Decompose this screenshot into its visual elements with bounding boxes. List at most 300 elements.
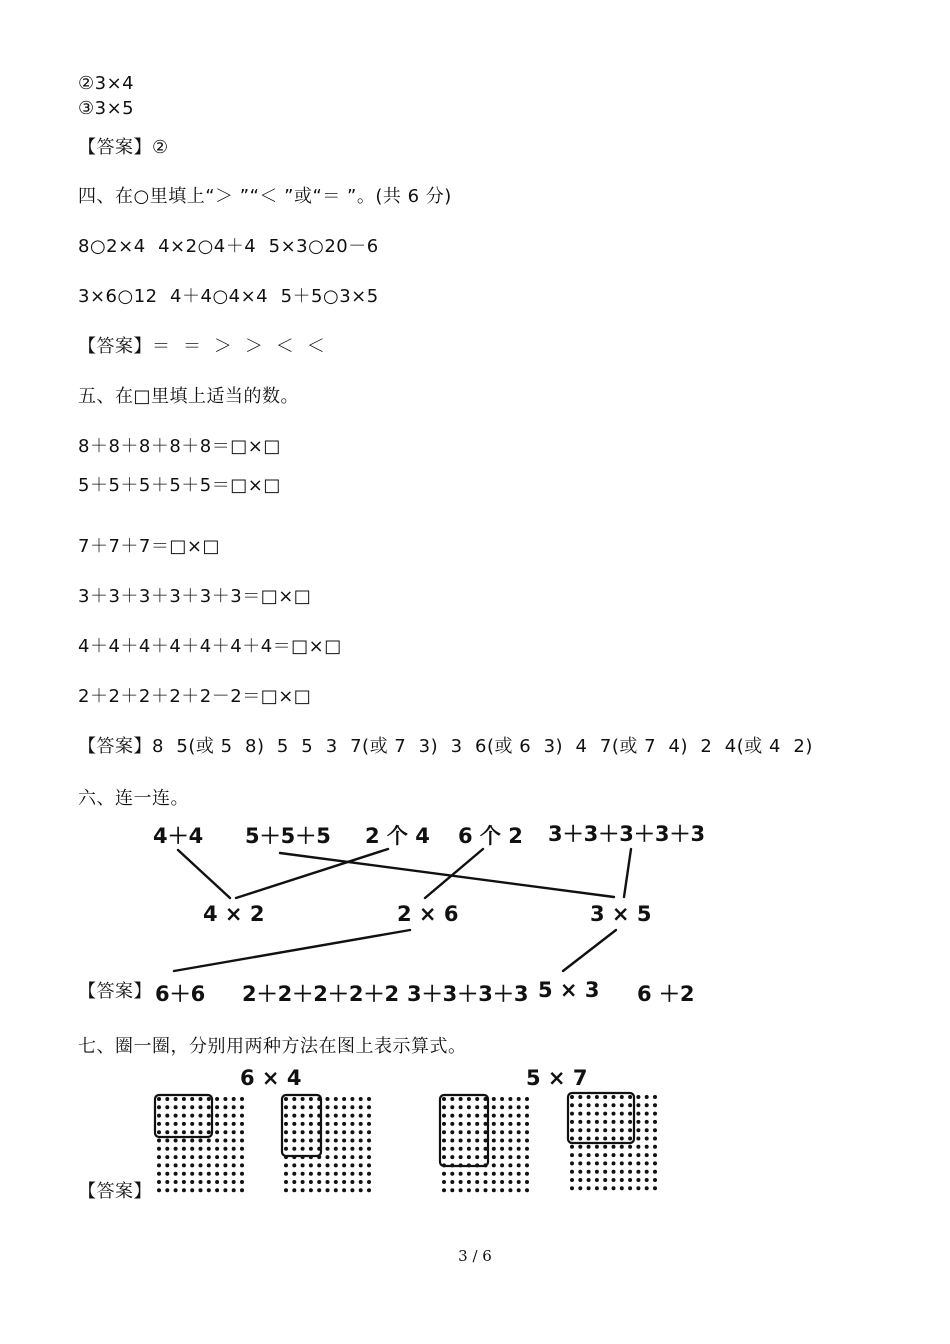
grid-dot [165, 1188, 169, 1192]
match-line [624, 849, 631, 897]
grid-dot [525, 1139, 529, 1143]
exercise-row: 8＋8＋8＋8＋8＝□×□ [78, 436, 281, 457]
grid-dot [492, 1105, 496, 1109]
grid-dot [628, 1095, 632, 1099]
grid-dot [174, 1097, 178, 1101]
grid-dot [636, 1095, 640, 1099]
grid-dot [207, 1172, 211, 1176]
grid-dot [500, 1097, 504, 1101]
grid-dot [620, 1120, 624, 1124]
grid-dot [467, 1114, 471, 1118]
grid-dot [508, 1163, 512, 1167]
grid-dot [301, 1122, 305, 1126]
grid-dot [165, 1180, 169, 1184]
grid-dot [350, 1139, 354, 1143]
grid-dot [232, 1163, 236, 1167]
grid-dot [628, 1161, 632, 1165]
match-bottom-label: 6 ＋2 [637, 982, 695, 1006]
grid-dot [653, 1112, 657, 1116]
grid-dot [342, 1188, 346, 1192]
exercise-row: 3×6○12 4＋4○4×4 5＋5○3×5 [78, 286, 379, 307]
grid-dot [207, 1122, 211, 1126]
grid-dot [612, 1095, 616, 1099]
grid-dot [636, 1161, 640, 1165]
grid-dot [309, 1139, 313, 1143]
grid-dot [240, 1188, 244, 1192]
grid-dot [595, 1128, 599, 1132]
grid-dot [350, 1097, 354, 1101]
match-top-label: 5＋5＋5 [245, 824, 331, 848]
grid-dot [334, 1147, 338, 1151]
grid-dot [342, 1130, 346, 1134]
grid-dot [301, 1172, 305, 1176]
grid-dot [292, 1163, 296, 1167]
grid-dot [342, 1105, 346, 1109]
grid-dot [517, 1172, 521, 1176]
grid-dot [334, 1180, 338, 1184]
grid-dot [157, 1139, 161, 1143]
grid-dot [342, 1122, 346, 1126]
grid-dot [459, 1188, 463, 1192]
grid-dot [525, 1130, 529, 1134]
grid-dot [199, 1147, 203, 1151]
grid-dot [500, 1122, 504, 1126]
grid-dot [190, 1105, 194, 1109]
match-middle-label: 2 × 6 [397, 902, 459, 926]
grid-dot [190, 1147, 194, 1151]
grid-dot [603, 1112, 607, 1116]
grid-dot [165, 1155, 169, 1159]
grid-dot [645, 1153, 649, 1157]
grid-dot [459, 1114, 463, 1118]
grid-dot [500, 1155, 504, 1159]
grid-dot [570, 1095, 574, 1099]
grid-dot [459, 1105, 463, 1109]
grid-dot [653, 1170, 657, 1174]
grid-dot [603, 1120, 607, 1124]
grid-dot [240, 1147, 244, 1151]
match-line [174, 930, 410, 971]
grid-dot [350, 1105, 354, 1109]
grid-dot [459, 1147, 463, 1151]
grid-dot [284, 1163, 288, 1167]
grid-dot [570, 1145, 574, 1149]
grid-dot [292, 1122, 296, 1126]
grid-dot [570, 1128, 574, 1132]
grid-dot [165, 1105, 169, 1109]
grid-dot [475, 1122, 479, 1126]
grid-dot [595, 1170, 599, 1174]
grid-dot [232, 1130, 236, 1134]
grid-dot [492, 1097, 496, 1101]
grid-dot [620, 1145, 624, 1149]
grid-dot [525, 1172, 529, 1176]
grid-dot [620, 1161, 624, 1165]
grid-dot [587, 1178, 591, 1182]
grid-dot [165, 1147, 169, 1151]
grid-dot [570, 1137, 574, 1141]
grid-dot [232, 1147, 236, 1151]
grid-dot [190, 1155, 194, 1159]
grid-dot [334, 1163, 338, 1167]
section-7-title: 七、圈一圈，分别用两种方法在图上表示算式。 [78, 1036, 467, 1057]
grid-dot [653, 1128, 657, 1132]
grid-dot [157, 1105, 161, 1109]
grid-dot [240, 1122, 244, 1126]
grid-dot [450, 1097, 454, 1101]
grid-dot [317, 1188, 321, 1192]
grid-dot [284, 1130, 288, 1134]
grid-dot [223, 1122, 227, 1126]
grid-dot [215, 1163, 219, 1167]
grid-dot [578, 1178, 582, 1182]
grid-dot [207, 1180, 211, 1184]
match-line [280, 853, 614, 897]
grid-dot [207, 1139, 211, 1143]
grid-dot [342, 1147, 346, 1151]
grid-dot [578, 1103, 582, 1107]
grid-dot [467, 1130, 471, 1134]
grid-dot [620, 1186, 624, 1190]
grid-dot [459, 1180, 463, 1184]
grid-dot [240, 1172, 244, 1176]
grid-dot [475, 1180, 479, 1184]
grid-dot [508, 1122, 512, 1126]
grid-dot [182, 1188, 186, 1192]
grid-dot [207, 1097, 211, 1101]
grid-dot [190, 1130, 194, 1134]
grid-dot [342, 1139, 346, 1143]
grid-dot [570, 1112, 574, 1116]
grid-dot [301, 1114, 305, 1118]
grid-dot [350, 1147, 354, 1151]
grid-dot [525, 1114, 529, 1118]
grid-dot [492, 1147, 496, 1151]
grid-dot [603, 1128, 607, 1132]
grid-dot [525, 1180, 529, 1184]
grid-dot [223, 1188, 227, 1192]
exercise-row: 2＋2＋2＋2＋2－2＝□×□ [78, 686, 312, 707]
grid-dot [500, 1139, 504, 1143]
grid-dot [182, 1139, 186, 1143]
grid-dot [157, 1122, 161, 1126]
grid-dot [653, 1161, 657, 1165]
grid-dot [612, 1145, 616, 1149]
grid-dot [165, 1097, 169, 1101]
grid-dot [359, 1188, 363, 1192]
grid-dot [240, 1130, 244, 1134]
section-6-title: 六、连一连。 [78, 788, 189, 809]
grid-dot [475, 1130, 479, 1134]
grid-dot [645, 1186, 649, 1190]
grid-dot [157, 1114, 161, 1118]
grid-dot [517, 1188, 521, 1192]
grid-dot [525, 1097, 529, 1101]
grid-dot [492, 1139, 496, 1143]
grid-dot [500, 1172, 504, 1176]
grid-dot [587, 1137, 591, 1141]
grid-dot [508, 1130, 512, 1134]
grid-dot [182, 1163, 186, 1167]
grid-dot [334, 1172, 338, 1176]
grid-dot [467, 1105, 471, 1109]
grid-dot [645, 1120, 649, 1124]
grid-dot [199, 1155, 203, 1159]
grid-dot [326, 1114, 330, 1118]
grid-dot [157, 1147, 161, 1151]
grid-dot [207, 1155, 211, 1159]
grid-dot [484, 1180, 488, 1184]
grid-dot [174, 1139, 178, 1143]
grid-dot [174, 1163, 178, 1167]
grid-dot [240, 1139, 244, 1143]
grid-dot [199, 1114, 203, 1118]
grid-dot [653, 1186, 657, 1190]
grid-dot [492, 1130, 496, 1134]
grid-dot [190, 1139, 194, 1143]
grid-dot [587, 1170, 591, 1174]
grid-dot [612, 1161, 616, 1165]
grid-dot [215, 1188, 219, 1192]
grid-dot [517, 1105, 521, 1109]
grid-dot [232, 1105, 236, 1109]
grid-dot [603, 1095, 607, 1099]
grid-dot [199, 1122, 203, 1126]
grid-dot [292, 1172, 296, 1176]
grid-dot [517, 1097, 521, 1101]
grid-dot [595, 1153, 599, 1157]
grid-dot [342, 1163, 346, 1167]
grid-dot [223, 1180, 227, 1184]
grid-dot [292, 1097, 296, 1101]
grid-dot [309, 1114, 313, 1118]
grid-dot [603, 1178, 607, 1182]
grid-dot [612, 1128, 616, 1132]
grid-dot [157, 1155, 161, 1159]
grid-dot [240, 1180, 244, 1184]
grid-dot [182, 1180, 186, 1184]
grid-dot [157, 1130, 161, 1134]
grid-dot [645, 1145, 649, 1149]
grid-dot [442, 1105, 446, 1109]
grid-dot [165, 1114, 169, 1118]
grid-dot [636, 1145, 640, 1149]
grid-dot [223, 1139, 227, 1143]
grid-dot [517, 1114, 521, 1118]
grid-dot [612, 1137, 616, 1141]
answer-label: 【答案】 [78, 981, 152, 1002]
grid-dot [284, 1114, 288, 1118]
grid-dot [484, 1188, 488, 1192]
grid-dot [459, 1172, 463, 1176]
match-middle-label: 4 × 2 [203, 902, 265, 926]
grid-dot [442, 1097, 446, 1101]
grid-dot [587, 1120, 591, 1124]
grid-dot [628, 1112, 632, 1116]
grid-dot [165, 1122, 169, 1126]
page-number: 3 / 6 [458, 1247, 492, 1265]
grid-dot [301, 1188, 305, 1192]
grid-dot [334, 1155, 338, 1159]
grid-dot [587, 1128, 591, 1132]
grid-dot [595, 1186, 599, 1190]
grid-dot [190, 1097, 194, 1101]
grid-dot [284, 1139, 288, 1143]
grid-dot [309, 1122, 313, 1126]
grid-dot [223, 1097, 227, 1101]
section-4-title: 四、在○里填上“＞ ”“＜ ”或“＝ ”。(共 6 分) [78, 186, 452, 207]
grid-dot [215, 1114, 219, 1118]
grid-dot [603, 1161, 607, 1165]
answer-label: 【答案】 [78, 1181, 152, 1202]
grid-dot [199, 1130, 203, 1134]
grid-dot [492, 1180, 496, 1184]
grid-dot [636, 1170, 640, 1174]
grid-dot [367, 1188, 371, 1192]
grid-dot [350, 1180, 354, 1184]
grid-dot [578, 1137, 582, 1141]
exercise-row: 5＋5＋5＋5＋5＝□×□ [78, 475, 281, 496]
grid-dot [603, 1137, 607, 1141]
grid-dot [207, 1114, 211, 1118]
grid-dot [223, 1172, 227, 1176]
grid-dot [467, 1139, 471, 1143]
grid-dot [292, 1180, 296, 1184]
grid-dot [301, 1180, 305, 1184]
grid-dot [350, 1130, 354, 1134]
grid-dot [182, 1097, 186, 1101]
grid-dot [190, 1114, 194, 1118]
grid-dot [578, 1112, 582, 1116]
grid-dot [517, 1163, 521, 1167]
grid-dot [292, 1114, 296, 1118]
grid-dot [636, 1112, 640, 1116]
circle-group-box [568, 1093, 634, 1143]
grid-dot [309, 1097, 313, 1101]
grid-dot [475, 1114, 479, 1118]
grid-dot [492, 1163, 496, 1167]
grid-dot [587, 1161, 591, 1165]
grid-dot [492, 1172, 496, 1176]
grid-dot [367, 1147, 371, 1151]
grid-dot [620, 1153, 624, 1157]
grid-dot [517, 1130, 521, 1134]
grid-dot [326, 1122, 330, 1126]
grid-dot [450, 1172, 454, 1176]
grid-dot [326, 1097, 330, 1101]
grid-dot [207, 1105, 211, 1109]
grid-dot [508, 1105, 512, 1109]
grid-dot [508, 1147, 512, 1151]
grid-dot [284, 1122, 288, 1126]
grid-dot [326, 1163, 330, 1167]
grid-dot [442, 1139, 446, 1143]
grid-dot [359, 1163, 363, 1167]
grid-dot [620, 1103, 624, 1107]
grid-dot [595, 1161, 599, 1165]
grid-dot [645, 1161, 649, 1165]
grid-dot [578, 1170, 582, 1174]
grid-dot [309, 1172, 313, 1176]
grid-dot [326, 1188, 330, 1192]
grid-dot [232, 1188, 236, 1192]
grid-dot [317, 1180, 321, 1184]
grid-dot [442, 1155, 446, 1159]
grid-dot [240, 1105, 244, 1109]
grid-dot [284, 1147, 288, 1151]
grid-dot [207, 1163, 211, 1167]
answer-text: 【答案】② [78, 137, 169, 158]
grid-dot [284, 1180, 288, 1184]
grid-dot [240, 1155, 244, 1159]
grid-dot [492, 1155, 496, 1159]
grid-dot [207, 1147, 211, 1151]
grid-dot [334, 1130, 338, 1134]
grid-dot [442, 1130, 446, 1134]
grid-dot [174, 1155, 178, 1159]
grid-dot [309, 1147, 313, 1151]
grid-dot [442, 1172, 446, 1176]
grid-dot [334, 1139, 338, 1143]
grid-dot [326, 1180, 330, 1184]
grid-dot [309, 1105, 313, 1109]
grid-dot [232, 1122, 236, 1126]
grid-dot [459, 1122, 463, 1126]
grid-dot [620, 1112, 624, 1116]
grid-dot [612, 1178, 616, 1182]
grid-dot [500, 1163, 504, 1167]
match-line [178, 850, 230, 898]
grid-dot [450, 1105, 454, 1109]
grid-dot [508, 1155, 512, 1159]
grid-dot [450, 1130, 454, 1134]
grid-dot [190, 1122, 194, 1126]
section-5-title: 五、在□里填上适当的数。 [78, 386, 300, 407]
grid-dot [240, 1114, 244, 1118]
grid-dot [450, 1147, 454, 1151]
grid-dot [326, 1105, 330, 1109]
grid-dot [450, 1155, 454, 1159]
grid-dot [367, 1139, 371, 1143]
grid-dot [484, 1172, 488, 1176]
grid-dot [223, 1130, 227, 1134]
grid-dot [475, 1097, 479, 1101]
grid-dot [367, 1105, 371, 1109]
grid-dot [342, 1114, 346, 1118]
grid-dot [500, 1114, 504, 1118]
grid-dot [525, 1122, 529, 1126]
grid-dot [182, 1130, 186, 1134]
grid-dot [157, 1188, 161, 1192]
exercise-row: 3＋3＋3＋3＋3＋3＝□×□ [78, 586, 312, 607]
grid-dot [350, 1172, 354, 1176]
exercise-row: 4＋4＋4＋4＋4＋4＋4＝□×□ [78, 636, 342, 657]
grid-dot [367, 1122, 371, 1126]
grid-dot [359, 1114, 363, 1118]
grid-dot [500, 1105, 504, 1109]
grid-dot [359, 1172, 363, 1176]
grid-dot [578, 1145, 582, 1149]
grid-dot [475, 1188, 479, 1192]
grid-dot [326, 1130, 330, 1134]
grid-dot [215, 1139, 219, 1143]
grid-dot [525, 1163, 529, 1167]
grid-dot [653, 1120, 657, 1124]
grid-dot [284, 1188, 288, 1192]
grid-dot [570, 1120, 574, 1124]
grid-dot [157, 1180, 161, 1184]
grid-dot [165, 1130, 169, 1134]
